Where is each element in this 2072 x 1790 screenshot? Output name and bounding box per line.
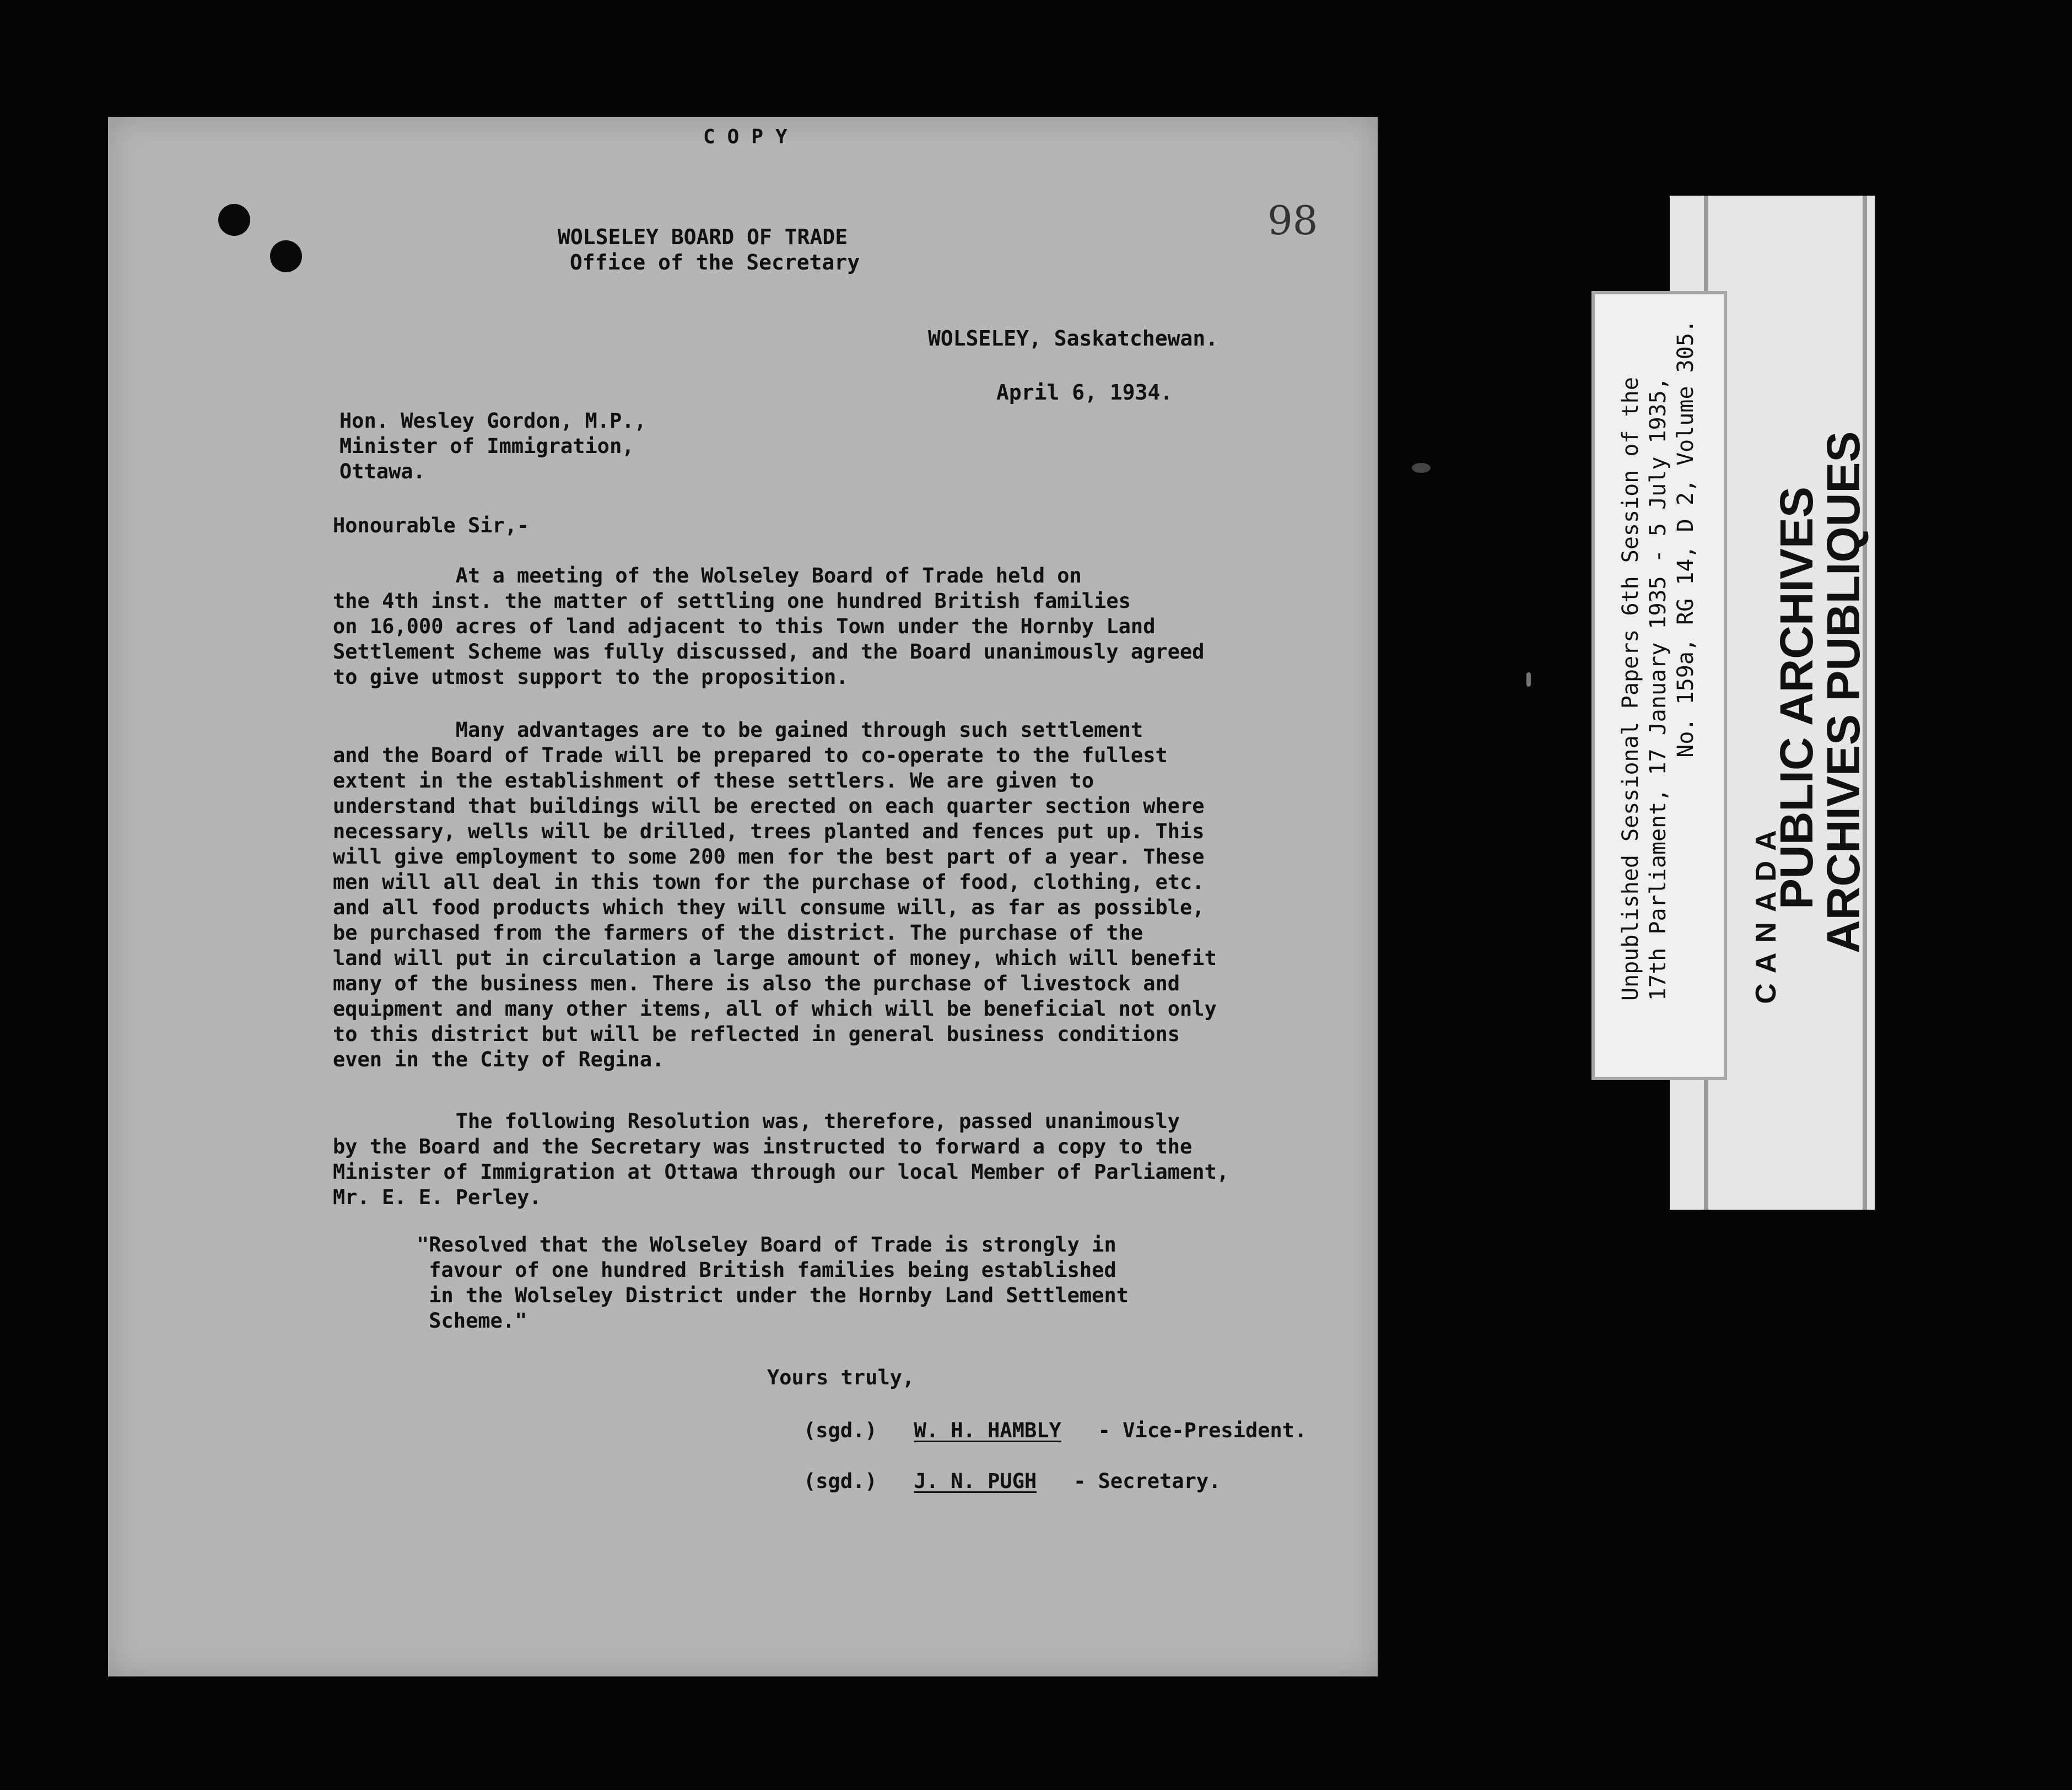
paragraph-3 (333, 1109, 1229, 1210)
paragraph-line: to this district but will be reflected in general business conditions (333, 1022, 1180, 1046)
place-line: WOLSELEY, Saskatchewan. (928, 326, 1218, 351)
paragraph-2 (333, 718, 1217, 1072)
paragraph-line: and all food products which they will consume will, as far as possible, (333, 896, 1205, 919)
signature-role: - Secretary. (1073, 1469, 1221, 1493)
paragraph-line: land will put in circulation a large amount of money, which will benefit (333, 946, 1217, 970)
resolution-quote (417, 1232, 1129, 1334)
paragraph-line: extent in the establishment of these settlers. We are given to (333, 769, 1094, 792)
resolution-line: in the Wolseley District under the Hornby Land Settlement (417, 1284, 1129, 1307)
paragraph-line: the 4th inst. the matter of settling one hundred British families (333, 589, 1131, 613)
resolution-line: Scheme." (417, 1309, 527, 1333)
recipient-name: Hon. Wesley Gordon, M.P., (339, 409, 646, 433)
salutation: Honourable Sir,- (333, 514, 530, 537)
paragraph-line: necessary, wells will be drilled, trees planted and fences put up. This (333, 819, 1205, 843)
recipient-title: Minister of Immigration, (339, 434, 634, 458)
paragraph-line: Settlement Scheme was fully discussed, and the Board unanimously agreed (333, 640, 1205, 664)
source-line: 17th Parliament, 17 January 1935 - 5 July 1935, (1645, 377, 1671, 1001)
paragraph-line: and the Board of Trade will be prepared to co-operate to the fullest (333, 743, 1168, 767)
stamp-canada: CANADA (1750, 820, 1782, 1004)
paragraph-line: Minister of Immigration at Ottawa through our local Member of Parliament, (333, 1160, 1229, 1184)
paragraph-line: even in the City of Regina. (333, 1048, 665, 1071)
signature-line-secretary (803, 1469, 1221, 1493)
paragraph-line: be purchased from the farmers of the district. The purchase of the (333, 921, 1143, 945)
source-line: No. 159a, RG 14, D 2, Volume 305. (1673, 320, 1698, 758)
punch-hole (270, 240, 302, 272)
closing: Yours truly, (767, 1366, 915, 1389)
paragraph-line: The following Resolution was, therefore, passed unanimously (333, 1109, 1180, 1133)
paragraph-line: men will all deal in this town for the purchase of food, clothing, etc. (333, 870, 1205, 894)
letter-page (108, 117, 1378, 1676)
paragraph-line: many of the business men. There is also the purchase of livestock and (333, 972, 1180, 995)
archive-source-label (1591, 291, 1727, 1080)
film-speck (1412, 463, 1431, 473)
signature-name: W. H. HAMBLY (914, 1419, 1061, 1442)
signature-line-vice-president (803, 1419, 1307, 1442)
signature-role: - Vice-President. (1098, 1419, 1307, 1442)
paragraph-line: equipment and many other items, all of which will be beneficial not only (333, 997, 1217, 1021)
paragraph-1 (333, 563, 1205, 690)
recipient-city: Ottawa. (339, 460, 425, 483)
paragraph-line: to give utmost support to the proposition. (333, 665, 849, 689)
paragraph-line: by the Board and the Secretary was instructed to forward a copy to the (333, 1135, 1193, 1158)
paragraph-line: will give employment to some 200 men for the best part of a year. These (333, 845, 1205, 869)
paragraph-line: on 16,000 acres of land adjacent to this Town under the Hornby Land (333, 614, 1156, 638)
signature-prefix: (sgd.) (803, 1469, 877, 1493)
resolution-line: "Resolved that the Wolseley Board of Trade is strongly in (417, 1233, 1116, 1257)
stamp-archives-publiques: ARCHIVES PUBLIQUES (1817, 431, 1869, 953)
resolution-line: favour of one hundred British families being established (417, 1258, 1116, 1282)
punch-hole (218, 204, 250, 236)
paragraph-line: Mr. E. E. Perley. (333, 1185, 542, 1209)
signature-name: J. N. PUGH (914, 1469, 1037, 1493)
copy-mark: COPY (703, 126, 800, 148)
stamp-public-archives: PUBLIC ARCHIVES (1771, 487, 1822, 909)
paragraph-line: Many advantages are to be gained through such settlement (333, 718, 1143, 742)
paragraph-line: At a meeting of the Wolseley Board of Trade held on (333, 564, 1082, 587)
letterhead-office: Office of the Secretary (570, 250, 860, 274)
signature-prefix: (sgd.) (803, 1419, 877, 1442)
paragraph-line: understand that buildings will be erected on each quarter section where (333, 794, 1205, 818)
folio-number: 98 (1267, 197, 1318, 244)
source-line: Unpublished Sessional Papers 6th Session of the (1618, 377, 1643, 1001)
film-speck (1526, 672, 1531, 687)
date-line: April 6, 1934. (996, 380, 1173, 405)
letterhead-organization: WOLSELEY BOARD OF TRADE (558, 225, 848, 249)
